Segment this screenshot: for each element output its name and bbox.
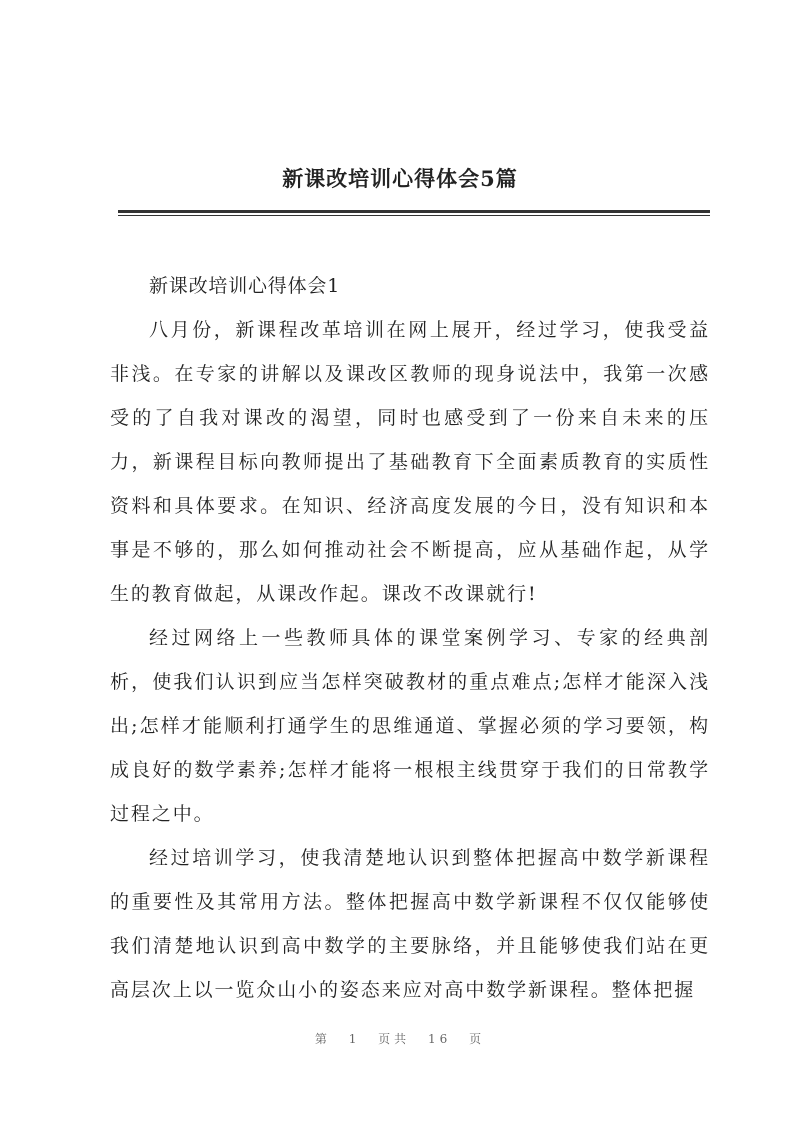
page-footer: 第 1 页共 16 页 bbox=[314, 1032, 486, 1046]
section-heading: 新课改培训心得体会1 bbox=[149, 275, 341, 297]
title-divider bbox=[118, 210, 710, 213]
paragraph-2: 经过网络上一些教师具体的课堂案例学习、专家的经典剖析，使我们认识到应当怎样突破教材的重点难点;怎样才能深入浅出;怎样才能顺利打通学生的思维通道、掌握必须的学习要领，构成良好的数学素养;怎样才能将一根根主线贯穿于我们的日常教学过程之中。 bbox=[110, 627, 710, 825]
paragraph-3: 经过培训学习，使我清楚地认识到整体把握高中数学新课程的重要性及其常用方法。整体把握高中数学新课程不仅仅能够使我们清楚地认识到高中数学的主要脉络，并且能够使我们站在更高层次上以一览众山小的姿态来应对高中数学新课程。整体把握 bbox=[110, 847, 710, 1001]
title-divider-thin bbox=[118, 215, 710, 216]
document-title: 新课改培训心得体会5篇 bbox=[282, 166, 518, 191]
paragraph-1: 八月份，新课程改革培训在网上展开，经过学习，使我受益非浅。在专家的讲解以及课改区教师的现身说法中，我第一次感受的了自我对课改的渴望，同时也感受到了一份来自未来的压力，新课程目标向教师提出了基础教育下全面素质教育的实质性资料和具体要求。在知识、经济高度发展的今日，没有知识和本事是不够的，那么如何推动社会不断提高，应从基础作起，从学生的教育做起，从课改作起。课改不改课就行! bbox=[110, 319, 710, 605]
document-body bbox=[110, 264, 710, 1012]
